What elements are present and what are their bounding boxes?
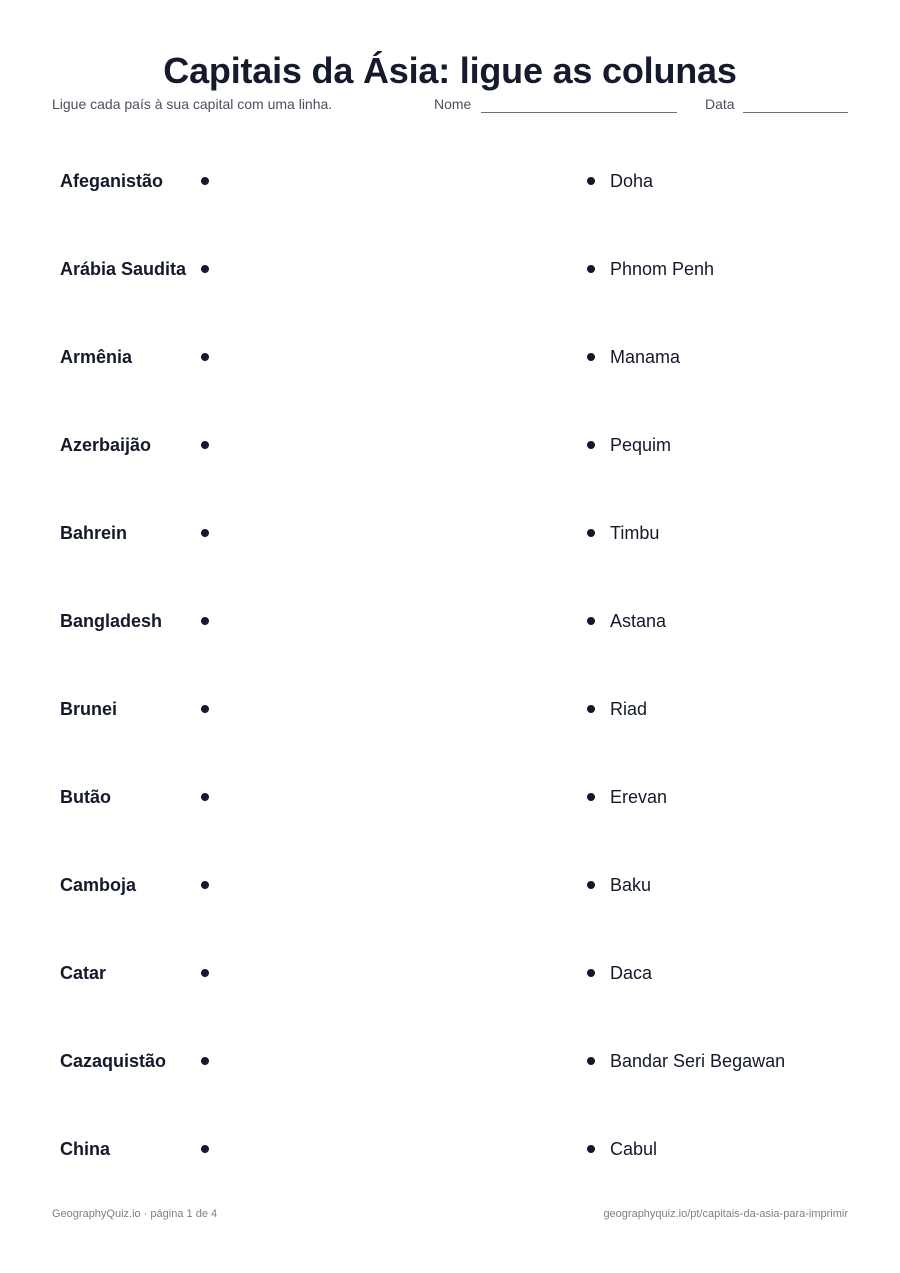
capital-connector-dot[interactable] [587, 529, 595, 537]
country-label: Camboja [60, 875, 137, 895]
match-row [0, 694, 900, 724]
match-row [0, 1046, 900, 1076]
capital-label: Daca [610, 963, 653, 983]
country-connector-dot[interactable] [201, 529, 209, 537]
country-label: Armênia [60, 347, 133, 367]
capital-connector-dot[interactable] [587, 177, 595, 185]
country-connector-dot[interactable] [201, 353, 209, 361]
capital-connector-dot[interactable] [587, 705, 595, 713]
capital-connector-dot[interactable] [587, 881, 595, 889]
capital-connector-dot[interactable] [587, 441, 595, 449]
capital-label: Astana [610, 611, 667, 631]
country-connector-dot[interactable] [201, 265, 209, 273]
capital-label: Manama [610, 347, 681, 367]
name-field-line[interactable] [481, 112, 677, 113]
country-label: Brunei [60, 699, 118, 719]
capital-label: Doha [610, 171, 654, 191]
match-row [0, 606, 900, 636]
footer-page-info: GeographyQuiz.io · página 1 de 4 [52, 1208, 218, 1220]
capital-label: Baku [610, 875, 652, 895]
country-connector-dot[interactable] [201, 705, 209, 713]
country-connector-dot[interactable] [201, 1145, 209, 1153]
match-row [0, 166, 900, 196]
name-label: Nome [434, 96, 472, 112]
country-connector-dot[interactable] [201, 793, 209, 801]
match-row [0, 782, 900, 812]
match-row [0, 518, 900, 548]
capital-connector-dot[interactable] [587, 1145, 595, 1153]
capital-label: Bandar Seri Begawan [610, 1051, 786, 1071]
page-title: Capitais da Ásia: ligue as colunas [163, 50, 737, 91]
capital-connector-dot[interactable] [587, 353, 595, 361]
date-field-line[interactable] [743, 112, 848, 113]
country-label: Arábia Saudita [60, 259, 187, 279]
capital-label: Riad [610, 699, 648, 719]
capital-connector-dot[interactable] [587, 969, 595, 977]
footer-url: geographyquiz.io/pt/capitais-da-asia-para-imprimir [603, 1208, 848, 1220]
capital-label: Pequim [610, 435, 672, 455]
instructions-text: Ligue cada país à sua capital com uma linha. [52, 96, 333, 112]
country-label: China [60, 1139, 111, 1159]
country-connector-dot[interactable] [201, 617, 209, 625]
country-label: Cazaquistão [60, 1051, 167, 1071]
capital-connector-dot[interactable] [587, 265, 595, 273]
country-connector-dot[interactable] [201, 881, 209, 889]
capital-label: Cabul [610, 1139, 658, 1159]
match-row [0, 958, 900, 988]
country-label: Butão [60, 787, 111, 807]
capital-label: Timbu [610, 523, 660, 543]
country-label: Bangladesh [60, 611, 163, 631]
capital-connector-dot[interactable] [587, 617, 595, 625]
country-connector-dot[interactable] [201, 441, 209, 449]
capital-label: Phnom Penh [610, 259, 715, 279]
country-label: Azerbaijão [60, 435, 152, 455]
match-row [0, 254, 900, 284]
country-connector-dot[interactable] [201, 177, 209, 185]
match-row [0, 1134, 900, 1164]
country-label: Afeganistão [60, 171, 164, 191]
capital-connector-dot[interactable] [587, 1057, 595, 1065]
country-connector-dot[interactable] [201, 969, 209, 977]
country-label: Catar [60, 963, 107, 983]
match-row [0, 342, 900, 372]
match-row [0, 430, 900, 460]
match-row [0, 870, 900, 900]
country-label: Bahrein [60, 523, 128, 543]
country-connector-dot[interactable] [201, 1057, 209, 1065]
capital-connector-dot[interactable] [587, 793, 595, 801]
capital-label: Erevan [610, 787, 668, 807]
date-label: Data [705, 96, 735, 112]
